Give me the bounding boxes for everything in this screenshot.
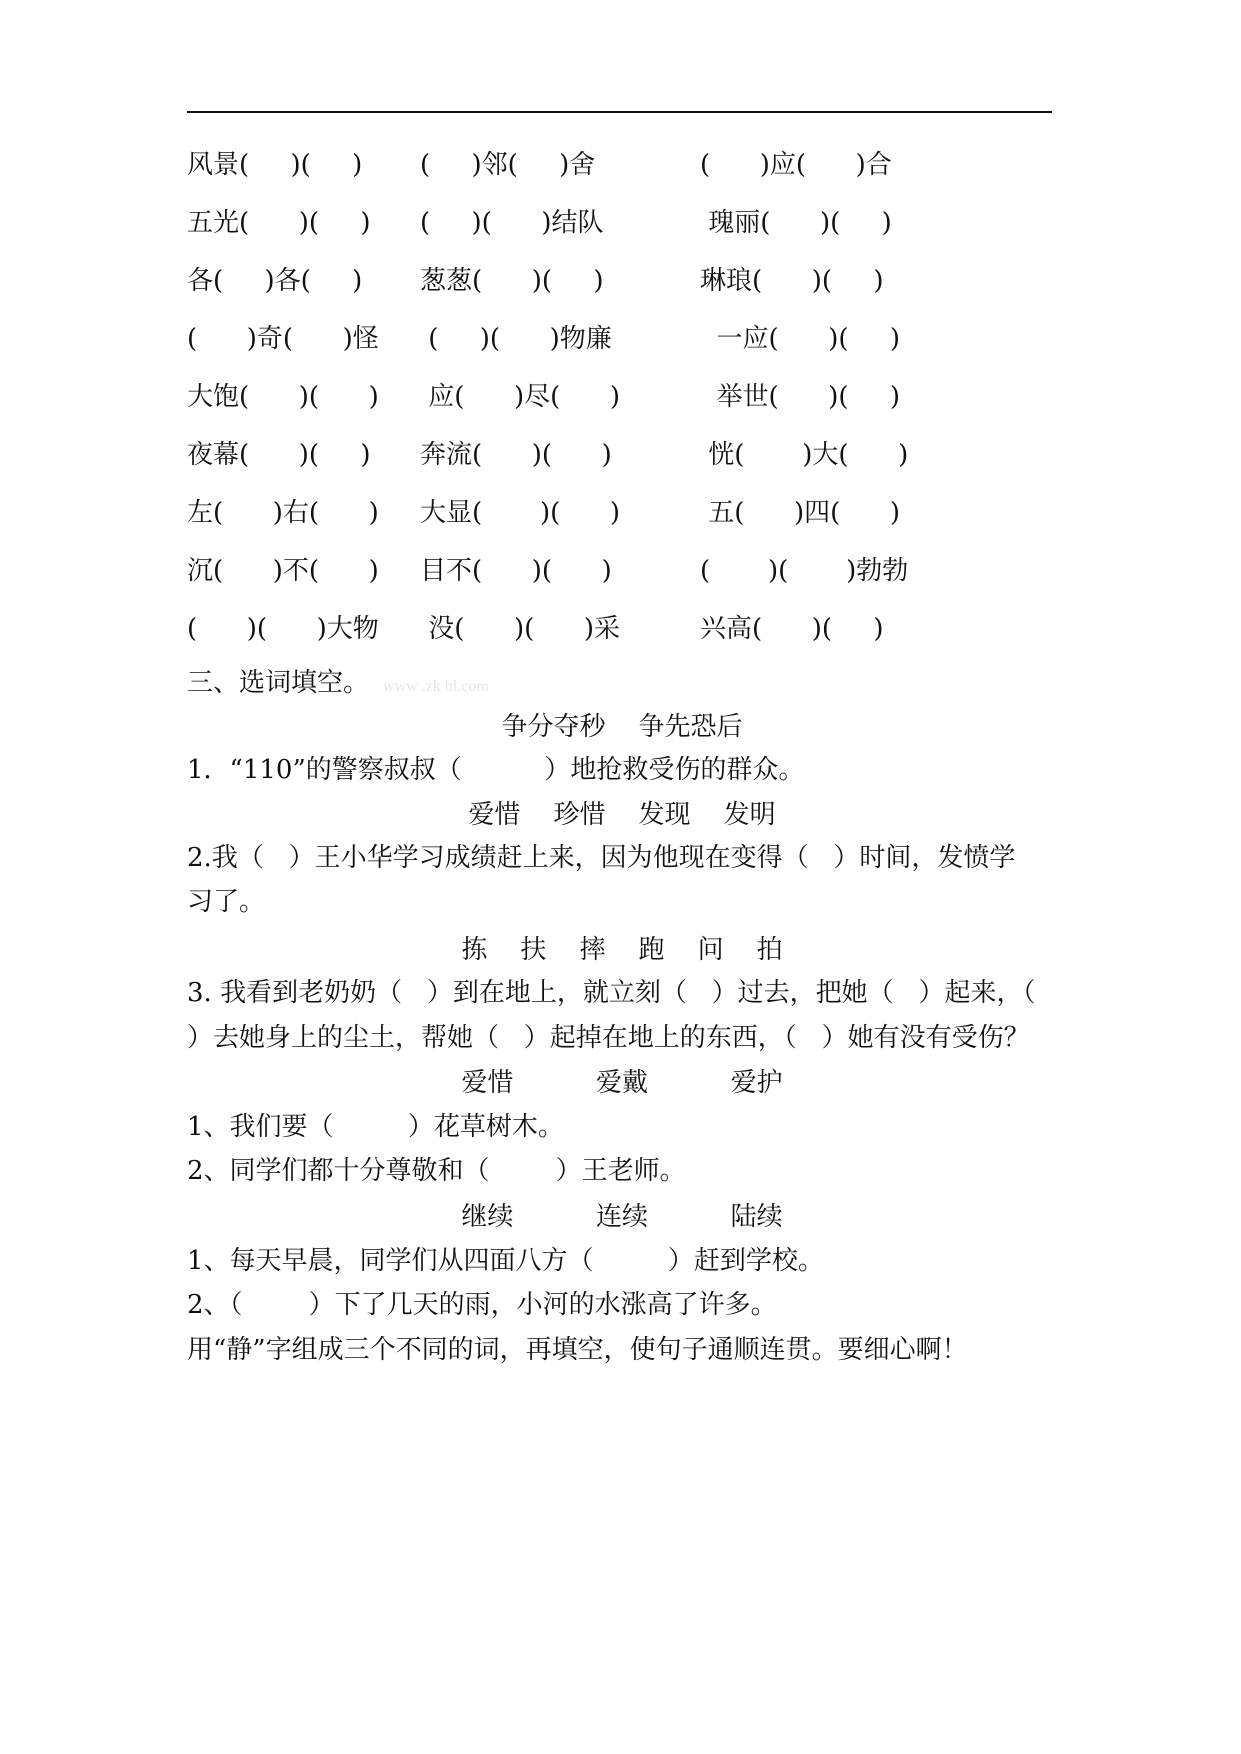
idiom-blank-item: 五光( )( ) [187,208,371,238]
exercise-sentence: 2.我（ ）王小华学习成绩赶上来，因为他现在变得（ ）时间，发愤学 [187,843,1016,873]
word-options: 继续 连续 陆续 [461,1202,783,1232]
idiom-blank-item: 没( )( )采 [420,614,621,644]
word-options: 爱惜 珍惜 发现 发明 [468,800,776,830]
idiom-blank-item: ( )应( )合 [700,150,892,180]
idiom-blank-item: 琳琅( )( ) [700,266,884,296]
heading-text: 三、选词填空。 [187,668,370,698]
idiom-blank-item: 瑰丽( )( ) [700,208,892,238]
idiom-blank-item: 沉( )不( ) [187,556,379,586]
idiom-blank-item: 葱葱( )( ) [420,266,604,296]
word-options: 争分夺秒 争先恐后 [501,712,743,742]
idiom-blank-item: 兴高( )( ) [700,614,884,644]
exercise-sentence: ）去她身上的尘土，帮她（ ）起掉在地上的东西，（ ）她有没有受伤？ [187,1023,1030,1053]
idiom-blank-item: ( )( )勃勃 [700,556,909,586]
idiom-blank-item: 应( )尽( ) [420,382,621,412]
exercise-sentence: 2、同学们都十分尊敬和（ ）王老师。 [187,1156,686,1186]
idiom-blank-item: 五( )四( ) [700,498,901,528]
idiom-blank-item: ( )( )结队 [420,208,604,238]
idiom-blank-item: ( )邻( )舍 [420,150,596,180]
idiom-blank-item: 恍( )大( ) [700,440,909,470]
idiom-blank-item: 一应( )( ) [700,324,901,354]
exercise-sentence: 2、（ ）下了几天的雨，小河的水涨高了许多。 [187,1290,777,1320]
idiom-blank-item: ( )奇( )怪 [187,324,379,354]
watermark: www .zk bl.com [383,678,489,695]
idiom-blank-item: ( )( )大物 [187,614,379,644]
idiom-blank-item: 目不( )( ) [420,556,612,586]
exercise-sentence: 1．“110”的警察叔叔（ ）地抢救受伤的群众。 [187,755,805,785]
idiom-blank-item: 各( )各( ) [187,266,363,296]
exercise-sentence: 用“静”字组成三个不同的词，再填空，使句子通顺连贯。要细心啊！ [187,1335,968,1365]
word-options: 爱惜 爱戴 爱护 [461,1068,783,1098]
exercise-sentence: 1、每天早晨，同学们从四面八方（ ）赶到学校。 [187,1246,824,1276]
idiom-blank-item: 大显( )( ) [420,498,621,528]
idiom-blank-item: 左( )右( ) [187,498,379,528]
exercise-sentence: 3. 我看到老奶奶（ ）到在地上，就立刻（ ）过去，把她（ ）起来，（ [187,978,1036,1008]
exercise-sentence: 习了。 [187,887,266,917]
idiom-blank-item: 夜幕( )( ) [187,440,371,470]
idiom-blank-item: 风景( )( ) [187,150,363,180]
section-three-heading [187,663,1067,707]
idiom-blank-item: 大饱( )( ) [187,382,379,412]
word-options: 拣 扶 摔 跑 问 拍 [461,935,783,965]
idiom-blank-item: ( )( )物廉 [420,324,612,354]
header-rule [187,111,1052,113]
idiom-blank-item: 奔流( )( ) [420,440,612,470]
idiom-blank-item: 举世( )( ) [700,382,901,412]
exercise-sentence: 1、我们要（ ）花草树木。 [187,1112,564,1142]
